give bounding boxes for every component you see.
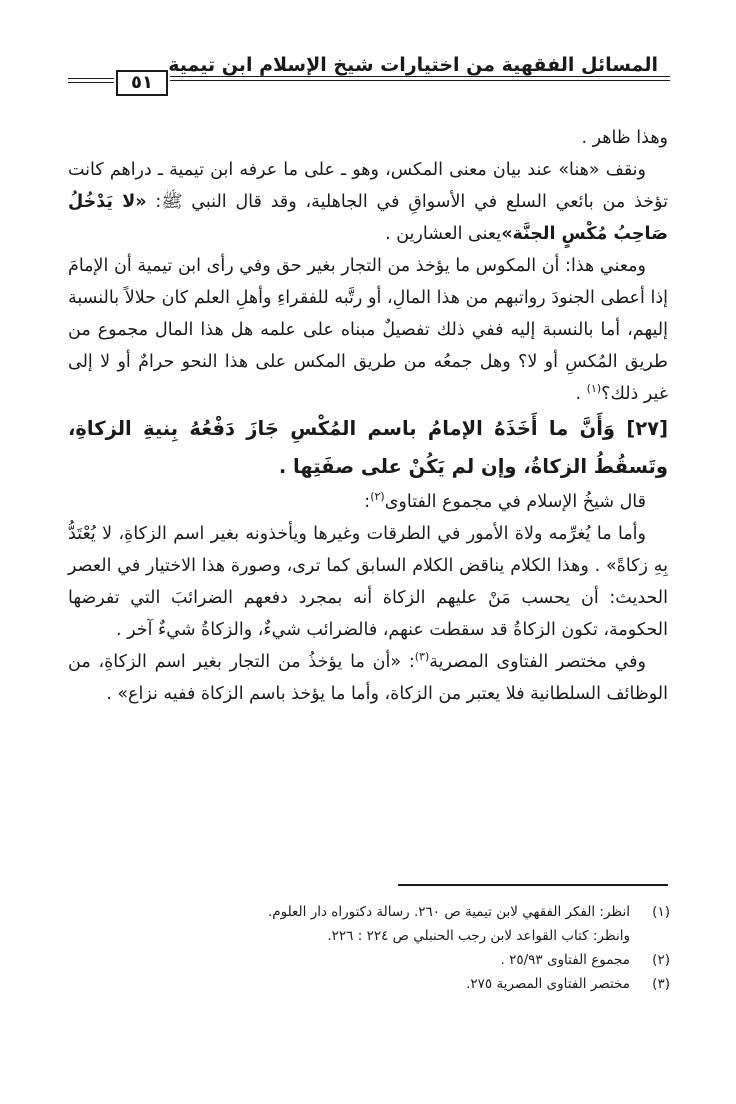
page-number: ٥١: [116, 70, 168, 96]
paragraph-4-text: قال شيخُ الإسلام في مجموع الفتاوى: [384, 492, 646, 512]
paragraph-1: وهذا ظاهر .: [581, 128, 668, 148]
paragraph-2-end: يعنى العشارين .: [385, 224, 502, 244]
footnotes: [66, 900, 670, 996]
footnote-number: [630, 924, 670, 948]
paragraph-4-end: :: [364, 492, 371, 512]
footnote-separator: [398, 884, 668, 886]
footnote-text: وانظر: كتاب القواعد لابن رجب الحنبلي ص ٢٢٤ : ٢٢٦.: [327, 928, 630, 944]
footnote-row: [66, 924, 670, 948]
footnote-number: (١): [652, 904, 670, 920]
footnote-ref-1[interactable]: (١): [586, 382, 602, 396]
footnote-text: انظر: الفكر الفقهي لابن تيمية ص ٢٦٠. رسالة دكتوراه دار العلوم.: [267, 904, 630, 920]
header-rule-top: [170, 76, 670, 77]
paragraph-4: [68, 486, 668, 518]
paragraph-2: [68, 154, 668, 250]
paragraph-3: ومعني هذا: أن المكوس ما يؤخذ من التجار بغير حق وفي رأى ابن تيمية أن الإمامَ إذا أعطى الجنودَ رواتبهم من هذا المالِ، أو رتَّبه للفقراءِ وأهلِ العلم كان حلالاً بالنسبة إليهم، أما بالنسبة إليه ففي ذلك تفصيلٌ مبناه على علمه هل هذا المال مجموع من طريق المُكسِ أو لا؟ وهل جمعُه من طريق المكس على هذا النحو حرامٌ أو لا إلى غير ذلك؟$^{(١)}$ .: [68, 256, 668, 404]
paragraph-2-text: ونقف «هنا» عند بيان معنى المكس، وهو ـ على ما عرفه ابن تيمية ـ دراهم كانت تؤخذ من بائعي السلع في الأسواقِ في الجاهلية، وقد قال النبي ﷺ:: [68, 160, 668, 212]
paragraph-6-text: وفي مختصر الفتاوى المصرية: [429, 652, 647, 672]
header-rule-left-a: [68, 78, 114, 79]
paragraph-6: [68, 646, 668, 710]
footnote-row: [66, 972, 670, 996]
footnote-number: (٢): [652, 952, 670, 968]
footnote-text: مجموع الفتاوى ٢٥/٩٣ .: [500, 952, 630, 968]
main-text: [68, 122, 668, 710]
footnote-ref-2[interactable]: (٢): [370, 490, 385, 504]
header-rule-bottom: [170, 80, 670, 81]
footnote-text: مختصر الفتاوى المصرية ٢٧٥.: [466, 976, 630, 992]
footnote-row: [66, 900, 670, 924]
paragraph-5: وأما ما يُغرِّمه ولاة الأمور في الطرقات وغيرها ويأخذونه بغير اسم الزكاةِ، لا يُعْتَدُّ بِهِ زكاةً» . وهذا الكلام يناقض الكلام السابق كما ترى، وصورة هذا الاختيار في العصر الحديث: أن يحسب مَنْ عليهم الزكاة أنه بمجرد دفعهم الضرائبَ التي تفرضها الحكومة، تكون الزكاةُ قد سقطت عنهم، فالضرائب شيءٌ، والزكاةُ شيءٌ آخر .: [68, 524, 668, 640]
footnote-number: (٣): [652, 976, 670, 992]
ikhtiyar-27: [٢٧] وَأَنَّ ما أَخَذَهُ الإمامُ باسم المُكْسِ جَازَ دَفْعُهُ بِنيةِ الزكاةِ، وتَسقُطُ الزكاةُ، وإن لم يَكُنْ على صفَتِها .: [68, 417, 668, 478]
footnote-ref-3[interactable]: (٣): [414, 650, 430, 664]
running-header-title: المسائل الفقهية من اختيارات شيخ الإسلام ابن تيمية: [168, 54, 658, 76]
footnote-row: [66, 948, 670, 972]
paragraph-6-end: : «أن ما يؤخذُ من التجار بغير اسم الزكاةِ، من الوظائف السلطانية فلا يعتبر من الزكاة، وأما ما يؤخذ باسم الزكاة ففيه نزاع» .: [68, 652, 668, 704]
paragraph-3-text: ومعني هذا: أن المكوس ما يؤخذ من التجار بغير حق وفي رأى ابن تيمية أن الإمامَ إذا أعطى الجنودَ رواتبهم من هذا المالِ، أو رتَّبه للفقراءِ وأهلِ العلم كان حلالاً بالنسبة إليهم، أما بالنسبة إليه ففي ذلك تفصيلٌ مبناه على علمه هل هذا المال مجموع من طريق المُكسِ أو لا؟ وهل جمعُه من طريق المكس على هذا النحو حرامٌ أو لا إلى غير ذلك؟: [68, 256, 668, 404]
hadith-quote: «لا يَدْخُلُ صَاحِبُ مُكْسٍ الجنَّة»: [68, 192, 668, 244]
header-rule-left-b: [68, 82, 114, 83]
